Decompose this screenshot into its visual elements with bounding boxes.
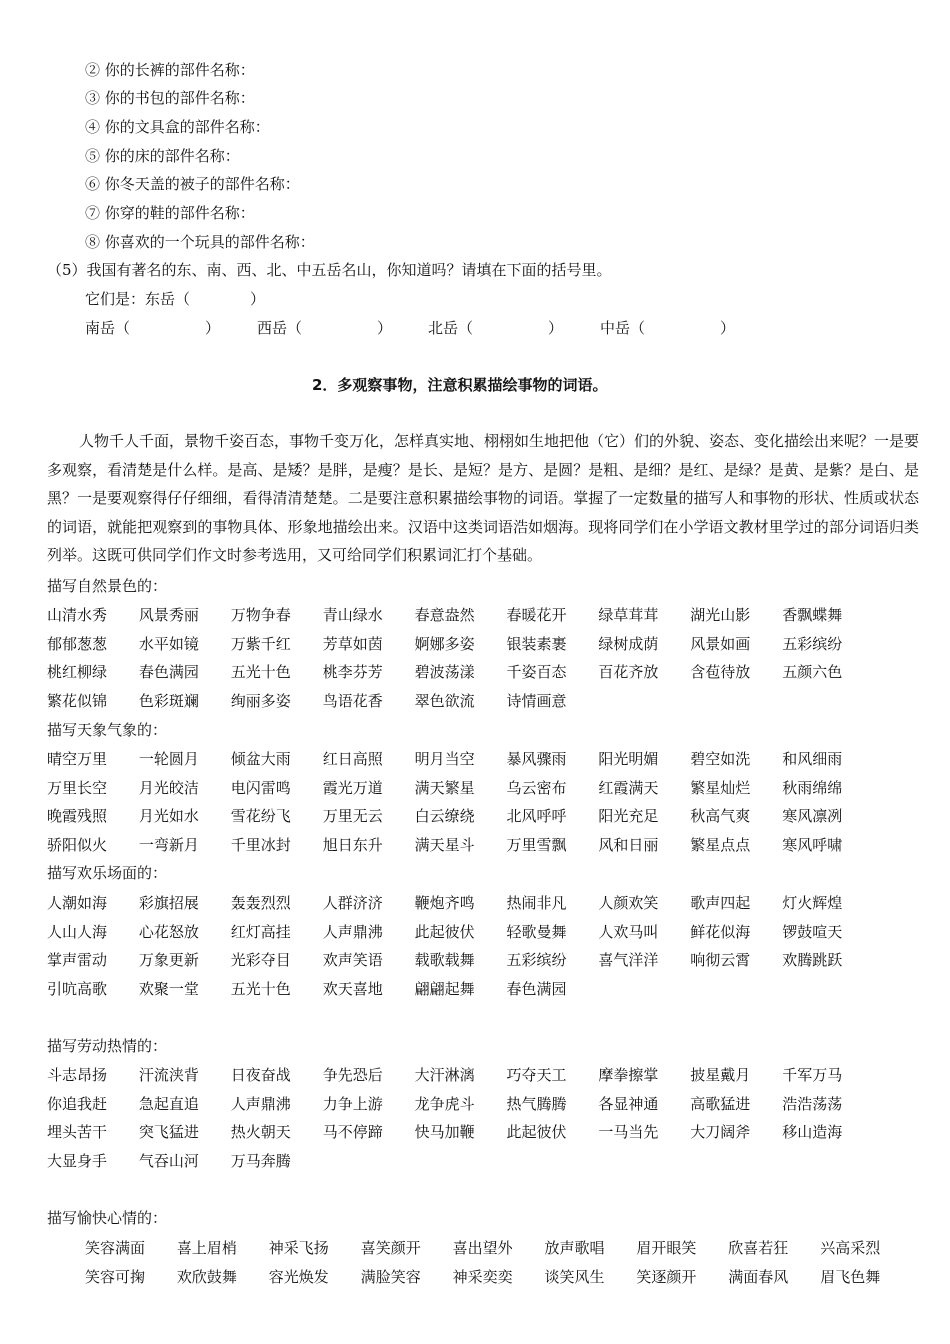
word-item: 万象更新	[138, 951, 199, 970]
word-item: 引吭高歌	[47, 980, 108, 999]
word-item: 眉飞色舞	[820, 1267, 881, 1286]
word-item: 笑容满面	[85, 1239, 146, 1257]
word-item: 喜上眉梢	[176, 1239, 237, 1257]
word-item: 心花怒放	[138, 922, 199, 941]
word-item: 欣喜若狂	[728, 1239, 789, 1257]
word-item: 急起直追	[138, 1094, 199, 1113]
word-item: 欢欣鼓舞	[176, 1267, 237, 1286]
word-item: 移山造海	[782, 1123, 843, 1142]
word-item: 欢聚一堂	[138, 980, 199, 999]
word-item: 繁花似锦	[47, 692, 108, 711]
word-item: 鲜花似海	[690, 922, 751, 941]
word-item: 万物争春	[230, 606, 291, 624]
intro-paragraph: 人物千人千面，景物千姿百态，事物千变万化，怎样真实地、栩栩如生地把他（它）们的外貌、姿态、变化描绘出来呢？一是要多观察，看清楚是什么样。是高、是矮？是胖，是瘦？是长、是短？是方、是圆？是粗、是细？是红、是绿？是黄、是紫？是白、是黑？一是要观察得仔仔细细，看得清清楚楚。二是要注意积累描绘事物的词语。掌握了一定数量的描写人和事物的形状、性质或状态的词语，就能把观察到的事物具体、形象地描绘出来。汉语中这类词语浩如烟海。现将同学们在小学语文教材里学过的部分词语归类列举。这既可供同学们作文时参考选用，又可给同学们积累词汇打个基础。	[47, 432, 920, 565]
question5-prompt: （5）我国有著名的东、南、西、北、中五岳名山，你知道吗？请填在下面的括号里。	[47, 261, 612, 279]
word-item: 笑逐颜开	[636, 1267, 697, 1286]
question5-middle: 中岳（ ）	[600, 319, 736, 337]
word-item: 此起彼伏	[506, 1123, 567, 1142]
word-item: 鞭炮齐鸣	[414, 894, 475, 912]
word-item: 日夜奋战	[230, 1066, 291, 1084]
word-item: 倾盆大雨	[230, 750, 291, 768]
word-item: 热火朝天	[230, 1123, 291, 1142]
word-item: 一轮圆月	[138, 750, 199, 768]
word-item: 月光皎洁	[138, 778, 199, 797]
word-item: 红日高照	[322, 750, 383, 768]
word-item: 巧夺天工	[506, 1066, 567, 1084]
word-item: 阳光明媚	[598, 750, 659, 768]
word-item: 人声鼎沸	[322, 922, 383, 941]
word-item: 寒风凛冽	[782, 807, 843, 826]
word-item: 晚霞残照	[47, 807, 108, 826]
word-item: 灯火辉煌	[782, 894, 843, 912]
parts-item: ⑦ 你穿的鞋的部件名称：	[85, 204, 255, 222]
word-item: 婀娜多姿	[414, 634, 475, 653]
word-item: 锣鼓喧天	[782, 922, 843, 941]
word-item: 秋雨绵绵	[782, 778, 843, 797]
word-item: 光彩夺目	[230, 951, 291, 970]
word-item: 旭日东升	[322, 836, 383, 855]
section-title: 2．多观察事物，注意积累描绘事物的词语。	[312, 376, 608, 394]
parts-item: ③ 你的书包的部件名称：	[85, 89, 255, 107]
word-item: 掌声雷动	[47, 951, 108, 970]
word-item: 桃红柳绿	[47, 663, 108, 682]
word-item: 红霞满天	[598, 778, 659, 797]
word-item: 万马奔腾	[230, 1152, 291, 1171]
word-item: 你追我赶	[47, 1094, 108, 1113]
word-item: 乌云密布	[506, 778, 567, 797]
word-item: 碧波荡漾	[414, 663, 475, 682]
parts-item: ② 你的长裤的部件名称：	[85, 61, 255, 79]
category-heading: 描写欢乐场面的：	[47, 864, 168, 882]
word-item: 喜出望外	[452, 1239, 513, 1257]
word-item: 五光十色	[230, 663, 291, 682]
word-item: 满天繁星	[414, 778, 475, 797]
word-item: 龙争虎斗	[414, 1094, 475, 1113]
word-item: 一弯新月	[138, 836, 199, 855]
word-item: 高歌猛进	[690, 1094, 751, 1113]
word-item: 含苞待放	[690, 663, 751, 682]
word-item: 万紫千红	[230, 634, 291, 653]
word-item: 快马加鞭	[414, 1123, 475, 1142]
word-item: 百花齐放	[598, 663, 659, 682]
word-item: 汗流浃背	[138, 1066, 199, 1084]
word-item: 千里冰封	[230, 836, 291, 855]
word-item: 色彩斑斓	[138, 692, 199, 711]
word-item: 载歌载舞	[414, 951, 475, 970]
word-item: 秋高气爽	[690, 807, 751, 826]
word-item: 诗情画意	[506, 692, 567, 711]
word-item: 埋头苦干	[47, 1123, 108, 1142]
word-item: 万里雪飘	[506, 836, 567, 855]
word-item: 鸟语花香	[322, 692, 383, 711]
word-item: 人潮如海	[47, 894, 108, 912]
question5-west: 西岳（ ）	[257, 319, 393, 337]
parts-item: ④ 你的文具盒的部件名称：	[85, 118, 270, 136]
word-item: 人颜欢笑	[598, 894, 659, 912]
word-item: 繁星灿烂	[690, 778, 751, 797]
word-item: 喜笑颜开	[360, 1239, 421, 1257]
category-heading: 描写劳动热情的：	[47, 1037, 168, 1055]
word-item: 湖光山影	[690, 606, 751, 624]
word-item: 人山人海	[47, 922, 108, 941]
question5-north: 北岳（ ）	[428, 319, 564, 337]
word-item: 五光十色	[230, 980, 291, 999]
word-item: 喜气洋洋	[598, 951, 659, 970]
word-item: 谈笑风生	[544, 1267, 605, 1286]
word-item: 晴空万里	[47, 750, 108, 768]
word-item: 霞光万道	[322, 778, 383, 797]
word-item: 容光焕发	[268, 1267, 329, 1286]
word-item: 彩旗招展	[138, 894, 199, 912]
word-item: 万里长空	[47, 778, 108, 797]
word-item: 大显身手	[47, 1152, 108, 1171]
word-item: 满天星斗	[414, 836, 475, 855]
word-item: 山清水秀	[47, 606, 108, 624]
word-item: 芳草如茵	[322, 634, 383, 653]
word-item: 争先恐后	[322, 1066, 383, 1084]
word-item: 突飞猛进	[138, 1123, 199, 1142]
word-item: 浩浩荡荡	[782, 1094, 843, 1113]
word-item: 热闹非凡	[506, 894, 567, 912]
parts-item: ⑤ 你的床的部件名称：	[85, 147, 240, 165]
word-item: 千军万马	[782, 1066, 843, 1084]
word-item: 风景秀丽	[138, 606, 199, 624]
word-item: 翩翩起舞	[414, 980, 475, 999]
word-item: 斗志昂扬	[47, 1066, 108, 1084]
parts-item: ⑧ 你喜欢的一个玩具的部件名称：	[85, 233, 315, 251]
word-item: 绿树成荫	[598, 634, 659, 653]
word-item: 北风呼呼	[506, 807, 567, 826]
word-item: 电闪雷鸣	[230, 778, 291, 797]
word-item: 春暖花开	[506, 606, 567, 624]
question5-south: 南岳（ ）	[85, 319, 221, 337]
word-item: 热气腾腾	[506, 1094, 567, 1113]
word-item: 绚丽多姿	[230, 692, 291, 711]
word-item: 郁郁葱葱	[47, 634, 108, 653]
word-item: 风和日丽	[598, 836, 659, 855]
word-item: 欢天喜地	[322, 980, 383, 999]
word-item: 气吞山河	[138, 1152, 199, 1171]
word-item: 绿草茸茸	[598, 606, 659, 624]
word-item: 轻歌曼舞	[506, 922, 567, 941]
word-item: 五颜六色	[782, 663, 843, 682]
word-item: 春色满园	[506, 980, 567, 999]
word-item: 暴风骤雨	[506, 750, 567, 768]
word-item: 雪花纷飞	[230, 807, 291, 826]
word-item: 各显神通	[598, 1094, 659, 1113]
word-item: 白云缭绕	[414, 807, 475, 826]
word-item: 明月当空	[414, 750, 475, 768]
word-item: 披星戴月	[690, 1066, 751, 1084]
word-item: 笑容可掬	[85, 1267, 146, 1286]
word-item: 满脸笑容	[360, 1267, 421, 1286]
word-item: 繁星点点	[690, 836, 751, 855]
question5-east: 它们是：东岳（ ）	[85, 290, 266, 308]
word-item: 阳光充足	[598, 807, 659, 826]
word-item: 歌声四起	[690, 894, 751, 912]
word-item: 千姿百态	[506, 663, 567, 682]
word-item: 大刀阔斧	[690, 1123, 751, 1142]
word-item: 此起彼伏	[414, 922, 475, 941]
word-item: 眉开眼笑	[636, 1239, 697, 1257]
word-item: 翠色欲流	[414, 692, 475, 711]
category-heading: 描写愉快心情的：	[47, 1209, 168, 1227]
word-item: 人声鼎沸	[230, 1094, 291, 1113]
word-item: 欢声笑语	[322, 951, 383, 970]
word-item: 春色满园	[138, 663, 199, 682]
word-item: 人欢马叫	[598, 922, 659, 941]
word-item: 欢腾跳跃	[782, 951, 843, 970]
word-item: 放声歌唱	[544, 1239, 605, 1257]
word-item: 神采飞扬	[268, 1239, 329, 1257]
word-item: 银装素裹	[506, 634, 567, 653]
word-item: 桃李芬芳	[322, 663, 383, 682]
word-item: 碧空如洗	[690, 750, 751, 768]
word-item: 青山绿水	[322, 606, 383, 624]
category-heading: 描写天象气象的：	[47, 721, 168, 739]
word-item: 风景如画	[690, 634, 751, 653]
word-item: 和风细雨	[782, 750, 843, 768]
word-item: 寒风呼啸	[782, 836, 843, 855]
word-item: 春意盎然	[414, 606, 475, 624]
word-item: 人群济济	[322, 894, 383, 912]
word-item: 力争上游	[322, 1094, 383, 1113]
word-item: 月光如水	[138, 807, 199, 826]
word-item: 万里无云	[322, 807, 383, 826]
word-item: 马不停蹄	[322, 1123, 383, 1142]
word-item: 满面春风	[728, 1267, 789, 1286]
word-item: 轰轰烈烈	[230, 894, 291, 912]
parts-item: ⑥ 你冬天盖的被子的部件名称：	[85, 175, 300, 193]
word-item: 神采奕奕	[452, 1267, 513, 1286]
word-item: 香飘蝶舞	[782, 606, 843, 624]
category-heading: 描写自然景色的：	[47, 577, 168, 595]
word-item: 水平如镜	[138, 634, 199, 653]
word-item: 摩拳擦掌	[598, 1066, 659, 1084]
word-item: 五彩缤纷	[506, 951, 567, 970]
word-item: 大汗淋漓	[414, 1066, 475, 1084]
word-item: 骄阳似火	[47, 836, 108, 855]
word-item: 响彻云霄	[690, 951, 751, 970]
word-item: 五彩缤纷	[782, 634, 843, 653]
word-item: 一马当先	[598, 1123, 659, 1142]
word-item: 兴高采烈	[820, 1239, 881, 1257]
word-item: 红灯高挂	[230, 922, 291, 941]
